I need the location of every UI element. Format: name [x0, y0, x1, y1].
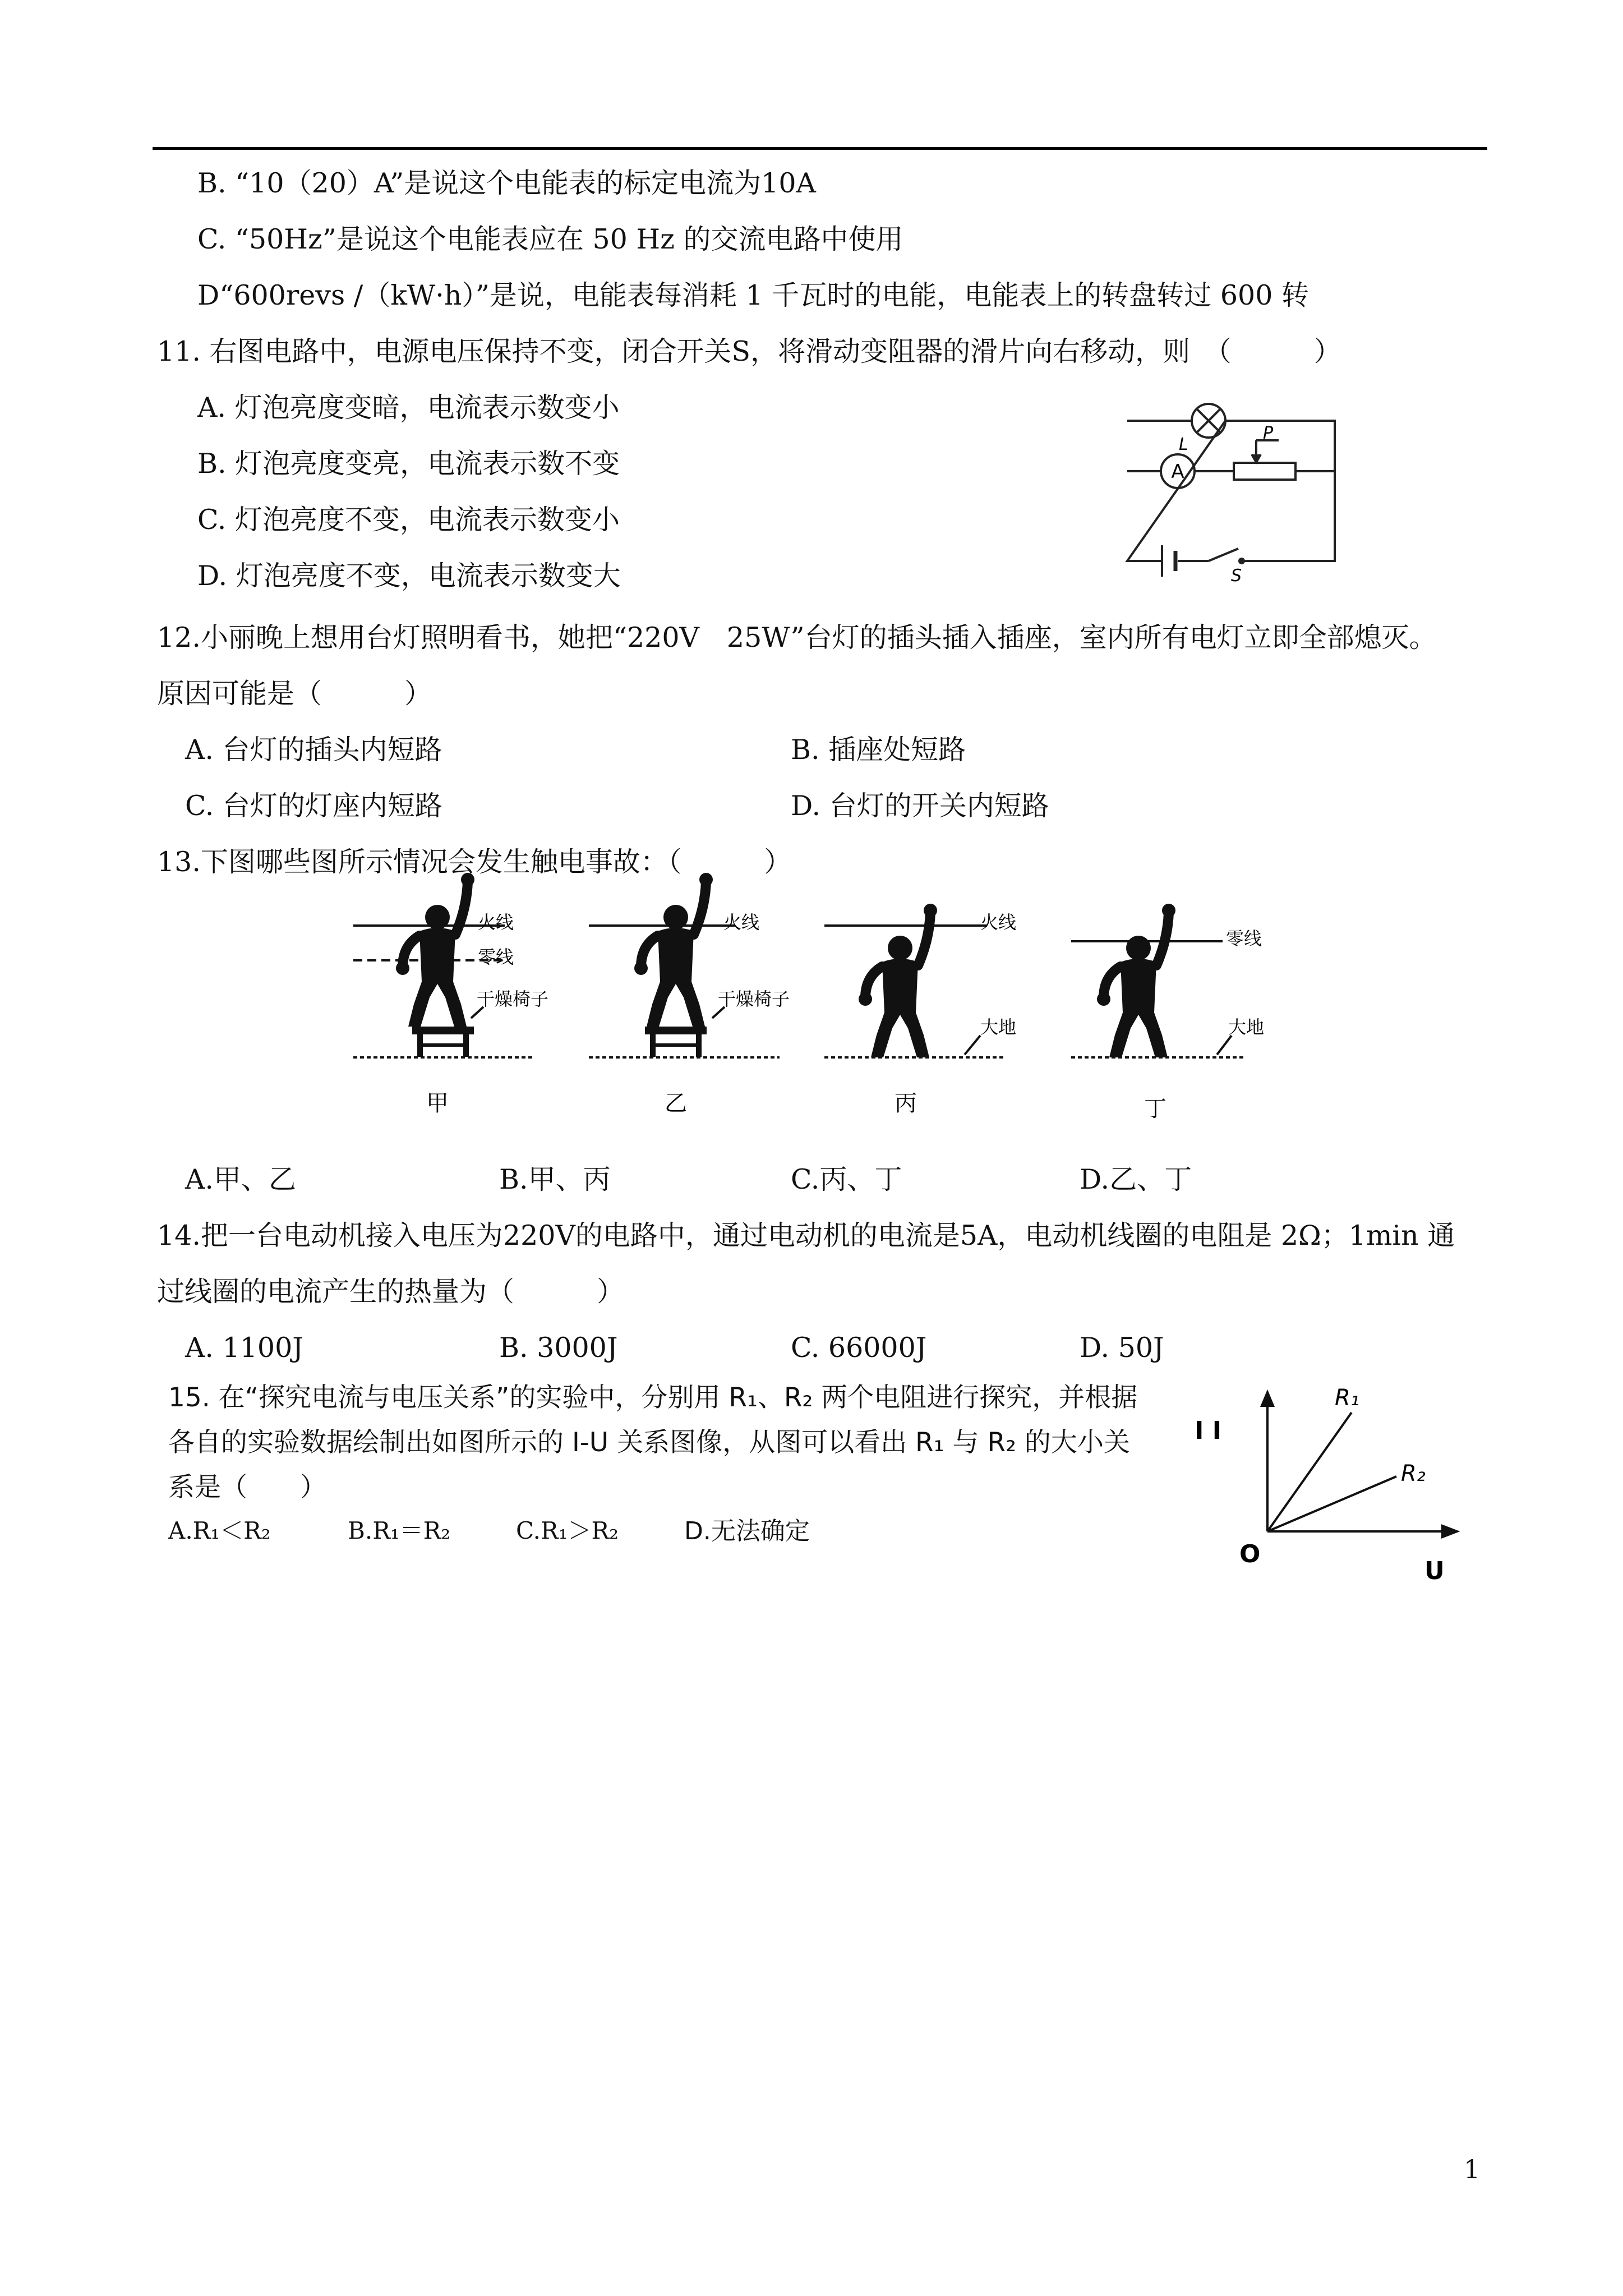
lamp-label: L	[1179, 435, 1188, 454]
q15-stem-line1: 15. 在“探究电流与电压关系”的实验中，分别用 R₁、R₂ 两个电阻进行探究，并根据	[168, 1382, 1138, 1413]
graph-origin: O	[1239, 1540, 1261, 1568]
q15-option-b: B.R₁＝R₂	[348, 1517, 451, 1544]
q13-option-a: A.甲、乙	[185, 1163, 296, 1195]
q10-option-b: B. “10（20）A”是说这个电能表的标定电流为10A	[197, 167, 816, 199]
q12-stem-line1: 12.小丽晚上想用台灯照明看书，她把“220V 25W”台灯的插头插入插座，室内所有电灯立即全部熄灭。	[157, 622, 1437, 654]
graph-r2-label: R₂	[1401, 1461, 1426, 1487]
ammeter-label: A	[1171, 461, 1184, 483]
fig4-neutral-label: 零线	[1226, 928, 1262, 949]
fig3-live-label: 火线	[980, 912, 1017, 933]
switch-label: S	[1231, 566, 1242, 586]
q11-option-c: C. 灯泡亮度不变，电流表示数变小	[197, 504, 620, 536]
q11-stem: 11. 右图电路中，电源电压保持不变，闭合开关S，将滑动变阻器的滑片向右移动，则 （ ）	[157, 335, 1341, 367]
caption-ding: 丁	[1144, 1096, 1166, 1122]
q14-option-a: A. 1100J	[185, 1332, 303, 1364]
fig1-chair-label: 干燥椅子	[477, 988, 549, 1010]
q14-stem-line2: 过线圈的电流产生的热量为（ ）	[157, 1276, 625, 1308]
q13-electric-shock-figures	[353, 898, 1307, 1139]
q12-option-a: A. 台灯的插头内短路	[185, 734, 442, 766]
caption-yi: 乙	[665, 1091, 687, 1116]
q12-stem-line2: 原因可能是（ ）	[157, 678, 432, 710]
slider-label: P	[1263, 424, 1274, 443]
caption-jia: 甲	[426, 1091, 449, 1116]
fig1-live-label: 火线	[478, 912, 514, 933]
q10-option-c: C. “50Hz”是说这个电能表应在 50 Hz 的交流电路中使用	[197, 223, 903, 255]
graph-xlabel: U	[1424, 1557, 1445, 1585]
q12-option-c: C. 台灯的灯座内短路	[185, 790, 442, 822]
page-number: 1	[1464, 2154, 1481, 2184]
q14-option-c: C. 66000J	[791, 1332, 927, 1364]
q11-option-d: D. 灯泡亮度不变，电流表示数变大	[197, 560, 621, 592]
q13-option-c: C.丙、丁	[791, 1163, 902, 1195]
q15-option-d: D.无法确定	[684, 1517, 810, 1545]
q14-stem-line1: 14.把一台电动机接入电压为220V的电路中，通过电动机的电流是5A，电动机线圈的电阻是 2Ω；1min 通	[157, 1220, 1455, 1251]
q11-option-b: B. 灯泡亮度变亮，电流表示数不变	[197, 448, 620, 480]
q15-stem-line2: 各自的实验数据绘制出如图所示的 I-U 关系图像，从图可以看出 R₁ 与 R₂ 的大小关	[168, 1427, 1130, 1458]
q11-circuit-diagram	[1116, 387, 1352, 586]
fig4-ground-label: 大地	[1228, 1016, 1265, 1038]
header-rule	[153, 147, 1487, 150]
graph-r1-label: R₁	[1335, 1385, 1359, 1411]
q14-option-d: D. 50J	[1080, 1332, 1164, 1364]
q12-option-b: B. 插座处短路	[791, 734, 966, 766]
fig2-chair-label: 干燥椅子	[718, 988, 790, 1010]
q14-option-b: B. 3000J	[499, 1332, 618, 1364]
graph-ylabel: I I	[1195, 1416, 1222, 1445]
q11-option-a: A. 灯泡亮度变暗，电流表示数变小	[197, 392, 620, 424]
q15-iu-graph	[1183, 1380, 1497, 1604]
q15-option-a: A.R₁＜R₂	[168, 1517, 271, 1544]
q15-option-c: C.R₁＞R₂	[516, 1517, 619, 1544]
fig1-neutral-label: 零线	[478, 946, 514, 968]
q13-option-b: B.甲、丙	[499, 1163, 611, 1195]
fig3-ground-label: 大地	[980, 1016, 1017, 1038]
caption-bing: 丙	[895, 1091, 917, 1116]
q12-option-d: D. 台灯的开关内短路	[791, 790, 1049, 822]
q10-option-d: D“600revs /（kW·h）”是说，电能表每消耗 1 千瓦时的电能，电能表上的转盘转过 600 转	[197, 279, 1309, 311]
q15-stem-line3: 系是（ ）	[168, 1472, 326, 1503]
fig2-live-label: 火线	[723, 912, 760, 933]
q13-option-d: D.乙、丁	[1080, 1163, 1192, 1195]
q13-stem: 13.下图哪些图所示情况会发生触电事故：（ ）	[157, 846, 792, 878]
